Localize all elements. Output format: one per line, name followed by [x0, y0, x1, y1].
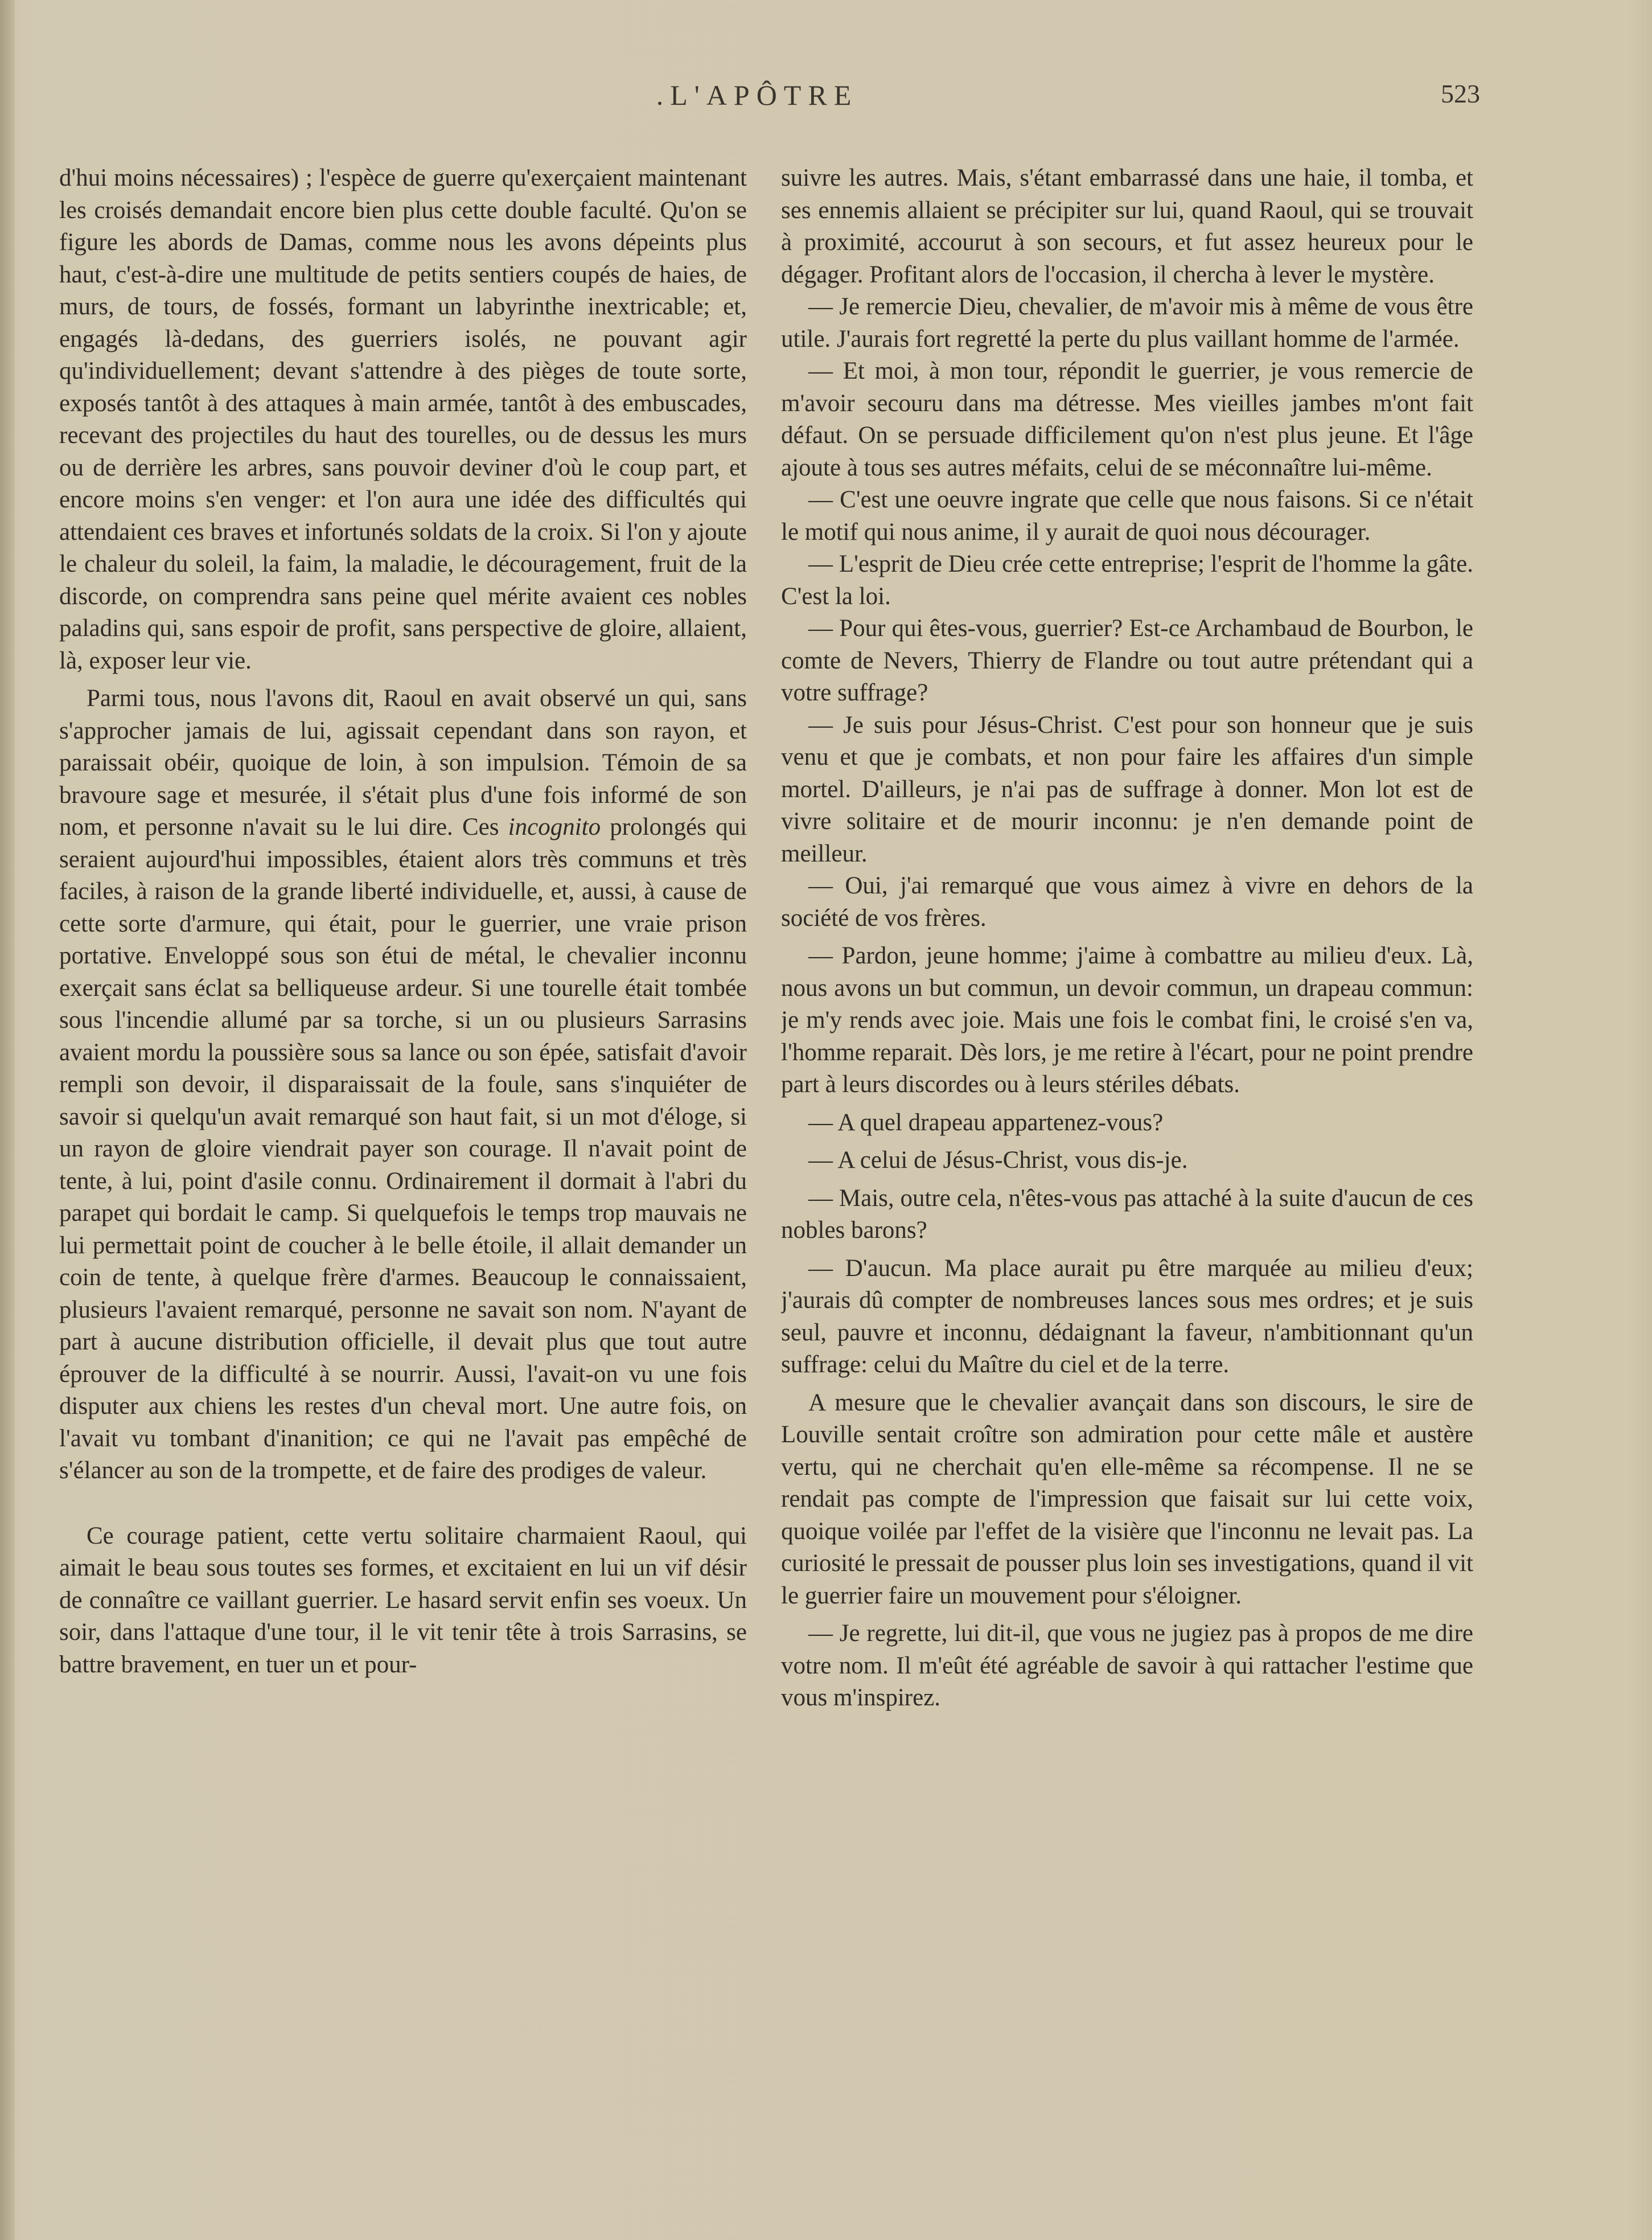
paragraph: d'hui moins nécessaires) ; l'espèce de guerre qu'exerçaient maintenant les croisés demandait encore bien plus cette double faculté. Qu'on se figure les abords de Damas, comme nous les avons dépeints plus haut, c'est-à-dire une multitude de petits sentiers coupés de haies, de murs, de tours, de fossés, formant un labyrinthe inextricable; et, engagés là-dedans, des guerriers isolés, ne pouvant agir qu'individuellement; devant s'attendre à des pièges de toute sorte, exposés tantôt à des attaques à main armée, tantôt à des embuscades, recevant des projectiles du haut des tourelles, ou de dessus les murs ou de derrière les arbres, sans pouvoir deviner d'où le coup part, et encore moins s'en venger: et l'on aura une idée des difficultés qui attendaient ces braves et infortunés soldats de la croix. Si l'on y ajoute le chaleur du soleil, la faim, la maladie, le découragement, fruit de la discorde, on comprendra sans peine quel mérite avaient ces nobles paladins qui, sans espoir de profit, sans perspective de gloire, allaient, là, exposer leur vie.	[59, 165, 747, 674]
dialogue-paragraph: — Oui, j'ai remarqué que vous aimez à vivre en dehors de la société de vos frères.	[781, 872, 1473, 932]
paragraph-text: prolongés qui seraient aujourd'hui impossibles, étaient alors très communs et très faciles, à raison de la grande liberté individuelle, et, aussi, à cause de cette sorte d'armure, qui était, pour le guerrier, une vraie prison portative. Enveloppé sous son étui de métal, le chevalier inconnu exerçait sans éclat sa belliqueuse ardeur. Si une tourelle était tombée sous l'incendie allumé par sa torche, si un ou plusieurs Sarrasins avaient mordu la poussière sous sa lance ou son épée, satisfait d'avoir rempli son devoir, il disparaissait de la foule, sans s'inquiéter de savoir si quelqu'un avait remarqué son haut fait, si un mot d'éloge, si un rayon de gloire viendrait payer son courage. Il n'avait point de tente, à lui, point d'asile connu. Ordinairement il dormait à l'abri du parapet qui bordait le camp. Si quelquefois le temps trop mauvais ne lui permettait point de coucher à le belle étoile, il allait demander un coin de tente, à quelque frère d'armes. Beaucoup le connaissaient, plusieurs l'avaient remarqué, personne ne savait son nom. N'ayant de part à aucune distribution officielle, il devait plus que tout autre éprouver de la difficulté à se nourrir. Aussi, l'avait-on vu une fois disputer aux chiens les restes d'un cheval mort. Une autre fois, on l'avait vu tombant d'inanition; ce qui ne l'avait pas empêché de s'élancer au son de la trompette, et de faire des prodiges de valeur.	[59, 814, 747, 1484]
paragraph-text: Parmi tous, nous l'avons dit, Raoul en avait observé un qui, sans s'approcher jamais de lui, agissait cependant dans son rayon, et paraissait obéir, quoique de loin, à son impulsion. Témoin de sa bravoure sage et mesurée, il s'était plus d'une fois informé de son nom, et personne n'avait su le lui dire. Ces	[59, 685, 747, 840]
dialogue-paragraph: — Je regrette, lui dit-il, que vous ne jugiez pas à propos de me dire votre nom. Il m'eût été agréable de savoir à qui rattacher l'estime que vous m'inspirez.	[781, 1620, 1473, 1711]
dialogue-paragraph: — D'aucun. Ma place aurait pu être marquée au milieu d'eux; j'aurais dû compter de nombreuses lances sous mes ordres; et je suis seul, pauvre et inconnu, dédaignant la faveur, n'ambitionnant qu'un suffrage: celui du Maître du ciel et de la terre.	[781, 1254, 1473, 1378]
dialogue-paragraph: — Je remercie Dieu, chevalier, de m'avoir mis à même de vous être utile. J'aurais fort regretté la perte du plus vaillant homme de l'armée.	[781, 293, 1473, 352]
italic-term: incognito	[508, 814, 601, 840]
running-title: .L'APÔTRE	[656, 79, 858, 111]
paragraph: suivre les autres. Mais, s'étant embarrassé dans une haie, il tomba, et ses ennemis allaient se précipiter sur lui, quand Raoul, qui se trouvait à proximité, accourut à son secours, et fut assez heureux pour le dégager. Profitant alors de l'occasion, il chercha à lever le mystère.	[781, 165, 1473, 288]
paragraph: A mesure que le chevalier avançait dans son discours, le sire de Louville sentait croître son admiration pour cette mâle et austère vertu, qui ne cherchait qu'en elle-même sa récompense. Il ne se rendait pas compte de l'impression que faisait sur lui cette voix, quoique voilée par l'effet de la visière que l'inconnu ne levait pas. La curiosité le pressait de pousser plus loin ses investigations, quand il vit le guerrier faire un mouvement pour s'éloigner.	[781, 1389, 1473, 1609]
paragraph: Ce courage patient, cette vertu solitaire charmaient Raoul, qui aimait le beau sous toutes ses formes, et excitaient en lui un vif désir de connaître ce vaillant guerrier. Le hasard servit enfin ses voeux. Un soir, dans l'attaque d'une tour, il le vit tenir tête à trois Sarrasins, se battre bravement, en tuer un et pour-	[59, 1522, 747, 1678]
dialogue-paragraph: — A quel drapeau appartenez-vous?	[808, 1109, 1164, 1136]
dialogue-paragraph: — Pardon, jeune homme; j'aime à combattre au milieu d'eux. Là, nous avons un but commun, un devoir commun, un drapeau commun: je m'y rends avec joie. Mais une fois le combat fini, le croisé s'en va, l'homme reparait. Dès lors, je me retire à l'écart, pour ne point prendre part à leurs discordes ou à leurs stériles débats.	[781, 942, 1473, 1098]
dialogue-paragraph: — C'est une oeuvre ingrate que celle que nous faisons. Si ce n'était le motif qui nous anime, il y aurait de quoi nous décourager.	[781, 486, 1473, 545]
left-column	[59, 162, 747, 2172]
dialogue-paragraph: — L'esprit de Dieu crée cette entreprise; l'esprit de l'homme la gâte. C'est la loi.	[781, 551, 1473, 610]
dialogue-paragraph: — Et moi, à mon tour, répondit le guerrier, je vous remercie de m'avoir secouru dans ma détresse. Mes vieilles jambes m'ont fait défaut. On se persuade difficilement qu'on n'est plus jeune. Et l'âge ajoute à tous ses autres méfaits, celui de se méconnaître lui-même.	[781, 358, 1473, 481]
dialogue-paragraph: — Je suis pour Jésus-Christ. C'est pour son honneur que je suis venu et que je combats, et non pour faire les affaires d'un simple mortel. D'ailleurs, je n'ai pas de suffrage à donner. Mon lot est de vivre solitaire et de mourir inconnu: je n'en demande point de meilleur.	[781, 711, 1473, 867]
page-header	[0, 79, 1652, 124]
dialogue-paragraph: — Mais, outre cela, n'êtes-vous pas attaché à la suite d'aucun de ces nobles barons?	[781, 1184, 1473, 1244]
paragraph	[59, 683, 747, 1487]
right-column	[781, 162, 1473, 2172]
dialogue-paragraph: — A celui de Jésus-Christ, vous dis-je.	[808, 1147, 1188, 1174]
dialogue-paragraph: — Pour qui êtes-vous, guerrier? Est-ce Archambaud de Bourbon, le comte de Nevers, Thierry de Flandre ou tout autre prétendant qui a votre suffrage?	[781, 615, 1473, 706]
page-number: 523	[1441, 79, 1480, 108]
page-binding-edge	[0, 0, 15, 2240]
